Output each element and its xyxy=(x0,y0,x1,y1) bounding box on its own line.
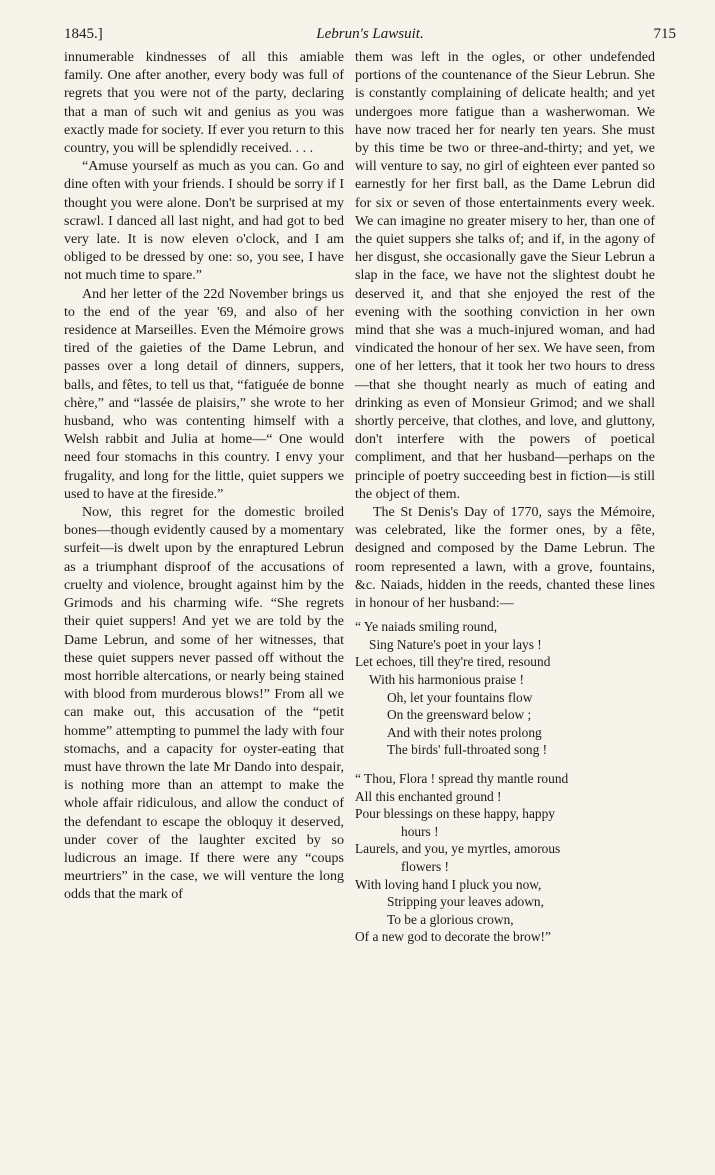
right-column xyxy=(355,49,655,957)
poem-line: To be a glorious crown, xyxy=(387,911,514,927)
poem-line: With his harmonious praise ! xyxy=(369,672,524,688)
page-number: 715 xyxy=(653,26,676,42)
left-column-paragraph: innumerable kindnesses of all this amiable family. One after another, every body was full of regrets that you were not of the party, declaring that a man of such wit and genius as you was exactly made for society. If ever you return to this country, you will be splendidly received. . . . xyxy=(64,50,344,157)
poem-line: Of a new god to decorate the brow!” xyxy=(355,929,551,945)
left-column xyxy=(64,49,344,905)
poem-line: hours ! xyxy=(401,823,439,839)
poem-stanza xyxy=(355,618,655,759)
poem-line: flowers ! xyxy=(401,859,449,875)
poem-line: Laurels, and you, ye myrtles, amorous xyxy=(355,841,561,857)
poem-line: With loving hand I pluck you now, xyxy=(355,876,542,892)
poem-line: All this enchanted ground ! xyxy=(355,788,502,804)
poem-line: “ Ye naiads smiling round, xyxy=(355,619,498,635)
poem-line: Let echoes, till they're tired, resound xyxy=(355,654,551,670)
poem-line: The birds' full-throated song ! xyxy=(387,742,548,758)
right-column-paragraph: The St Denis's Day of 1770, says the Mémoire, was celebrated, like the former ones, by a fête, designed and composed by the Dame Lebrun. The room represented a lawn, with a grove, fountains, &c. Naiads, hidden in the reeds, chanted these lines in honour of her husband:— xyxy=(355,505,655,612)
poem-line: Sing Nature's poet in your lays ! xyxy=(369,636,542,652)
header-date: 1845.] xyxy=(64,26,103,42)
left-column-paragraph: Now, this regret for the domestic broiled bones—though evidently caused by a momentary surfeit—is dwelt upon by the enraptured Lebrun as a triumphant disproof of the accusations of cruelty and violence, brought against him by the Grimods and his charming wife. “She regrets their quiet suppers! And yet we are told by the Dame Lebrun, and some of her witnesses, that these quiet suppers never passed off without the most horrible altercations, or nearly being stained with blood from murderous blows!” From all we can make out, this accusation of the “petit homme” attempting to pummel the lady with four stomachs, and a capacity for oyster-eating that must have thrown the late Mr Dando into despair, is nothing more than an attempt to make the whole affair ridiculous, and allow the conduct of the defendant to escape the obloquy it deserved, under cover of the laughter excited by so ludicrous an image. If there were any “coups meurtriers” in the case, we will venture the long odds that the mark of xyxy=(64,505,344,903)
poem-line: Stripping your leaves adown, xyxy=(387,894,544,910)
poem-line: On the greensward below ; xyxy=(387,707,532,723)
left-column-paragraph: And her letter of the 22d November brings us to the end of the year '69, and also of her residence at Marseilles. Even the Mémoire grows tired of the gaieties of the Dame Lebrun, and passes over a long detail of dinners, suppers, balls, and fêtes, to tell us that, “fatiguée de bonne chère,” and “lassée de plaisirs,” she wrote to her husband, who was contenting himself with a Welsh rabbit and Julia at home—“ One would need four stomachs in this country. I envy your frugality, and long for the little, quiet suppers we used to have at the fireside.” xyxy=(64,286,344,502)
poem-stanza xyxy=(355,770,655,946)
poem-line: Pour blessings on these happy, happy xyxy=(355,806,555,822)
poem xyxy=(355,618,655,946)
poem-line: And with their notes prolong xyxy=(387,724,542,740)
running-header xyxy=(64,26,676,48)
poem-line: Oh, let your fountains flow xyxy=(387,689,533,705)
poem-line: “ Thou, Flora ! spread thy mantle round xyxy=(355,771,569,787)
right-column-paragraphs xyxy=(355,49,655,613)
header-title: Lebrun's Lawsuit. xyxy=(316,26,424,42)
right-column-paragraph: them was left in the ogles, or other undefended portions of the countenance of the Sieur Lebrun. She is constantly complaining of delicate health; and yet undergoes more fatigue than a washerwoman. We have now traced her for nearly ten years. She must by this time be two or three-and-thirty; and yet, we will venture to say, no girl of eighteen ever panted so earnestly for her first ball, as the Dame Lebrun did for six or seven of those entertainments every week. We can imagine no greater misery to her, than one of the quiet suppers she talks of; and if, in the agony of her disgust, she occasionally gave the Sieur Lebrun a slap in the face, we have not the slightest doubt he deserved it, and that she enjoyed the rest of the evening with the soothing conviction in her own mind that she was a much-injured woman, and had vindicated the honour of her sex. We have seen, from one of her letters, that it took her two hours to dress—that she thought nearly as much of eating and drinking as even of Monsieur Grimod; and we shall shortly perceive, that clothes, and love, and gluttony, don't interfere with the powers of poetical compliment, and that her husband—perhaps on the principle of poetry succeeding best in fiction—is still the object of them. xyxy=(355,50,655,502)
left-column-paragraph: “Amuse yourself as much as you can. Go and dine often with your friends. I should be sorry if I thought you were alone. Don't be surprised at my scrawl. I danced all last night, and had got to bed very late. It is now eleven o'clock, and I am obliged to be dressed by one: so, you see, I have not much time to spare.” xyxy=(64,159,344,284)
